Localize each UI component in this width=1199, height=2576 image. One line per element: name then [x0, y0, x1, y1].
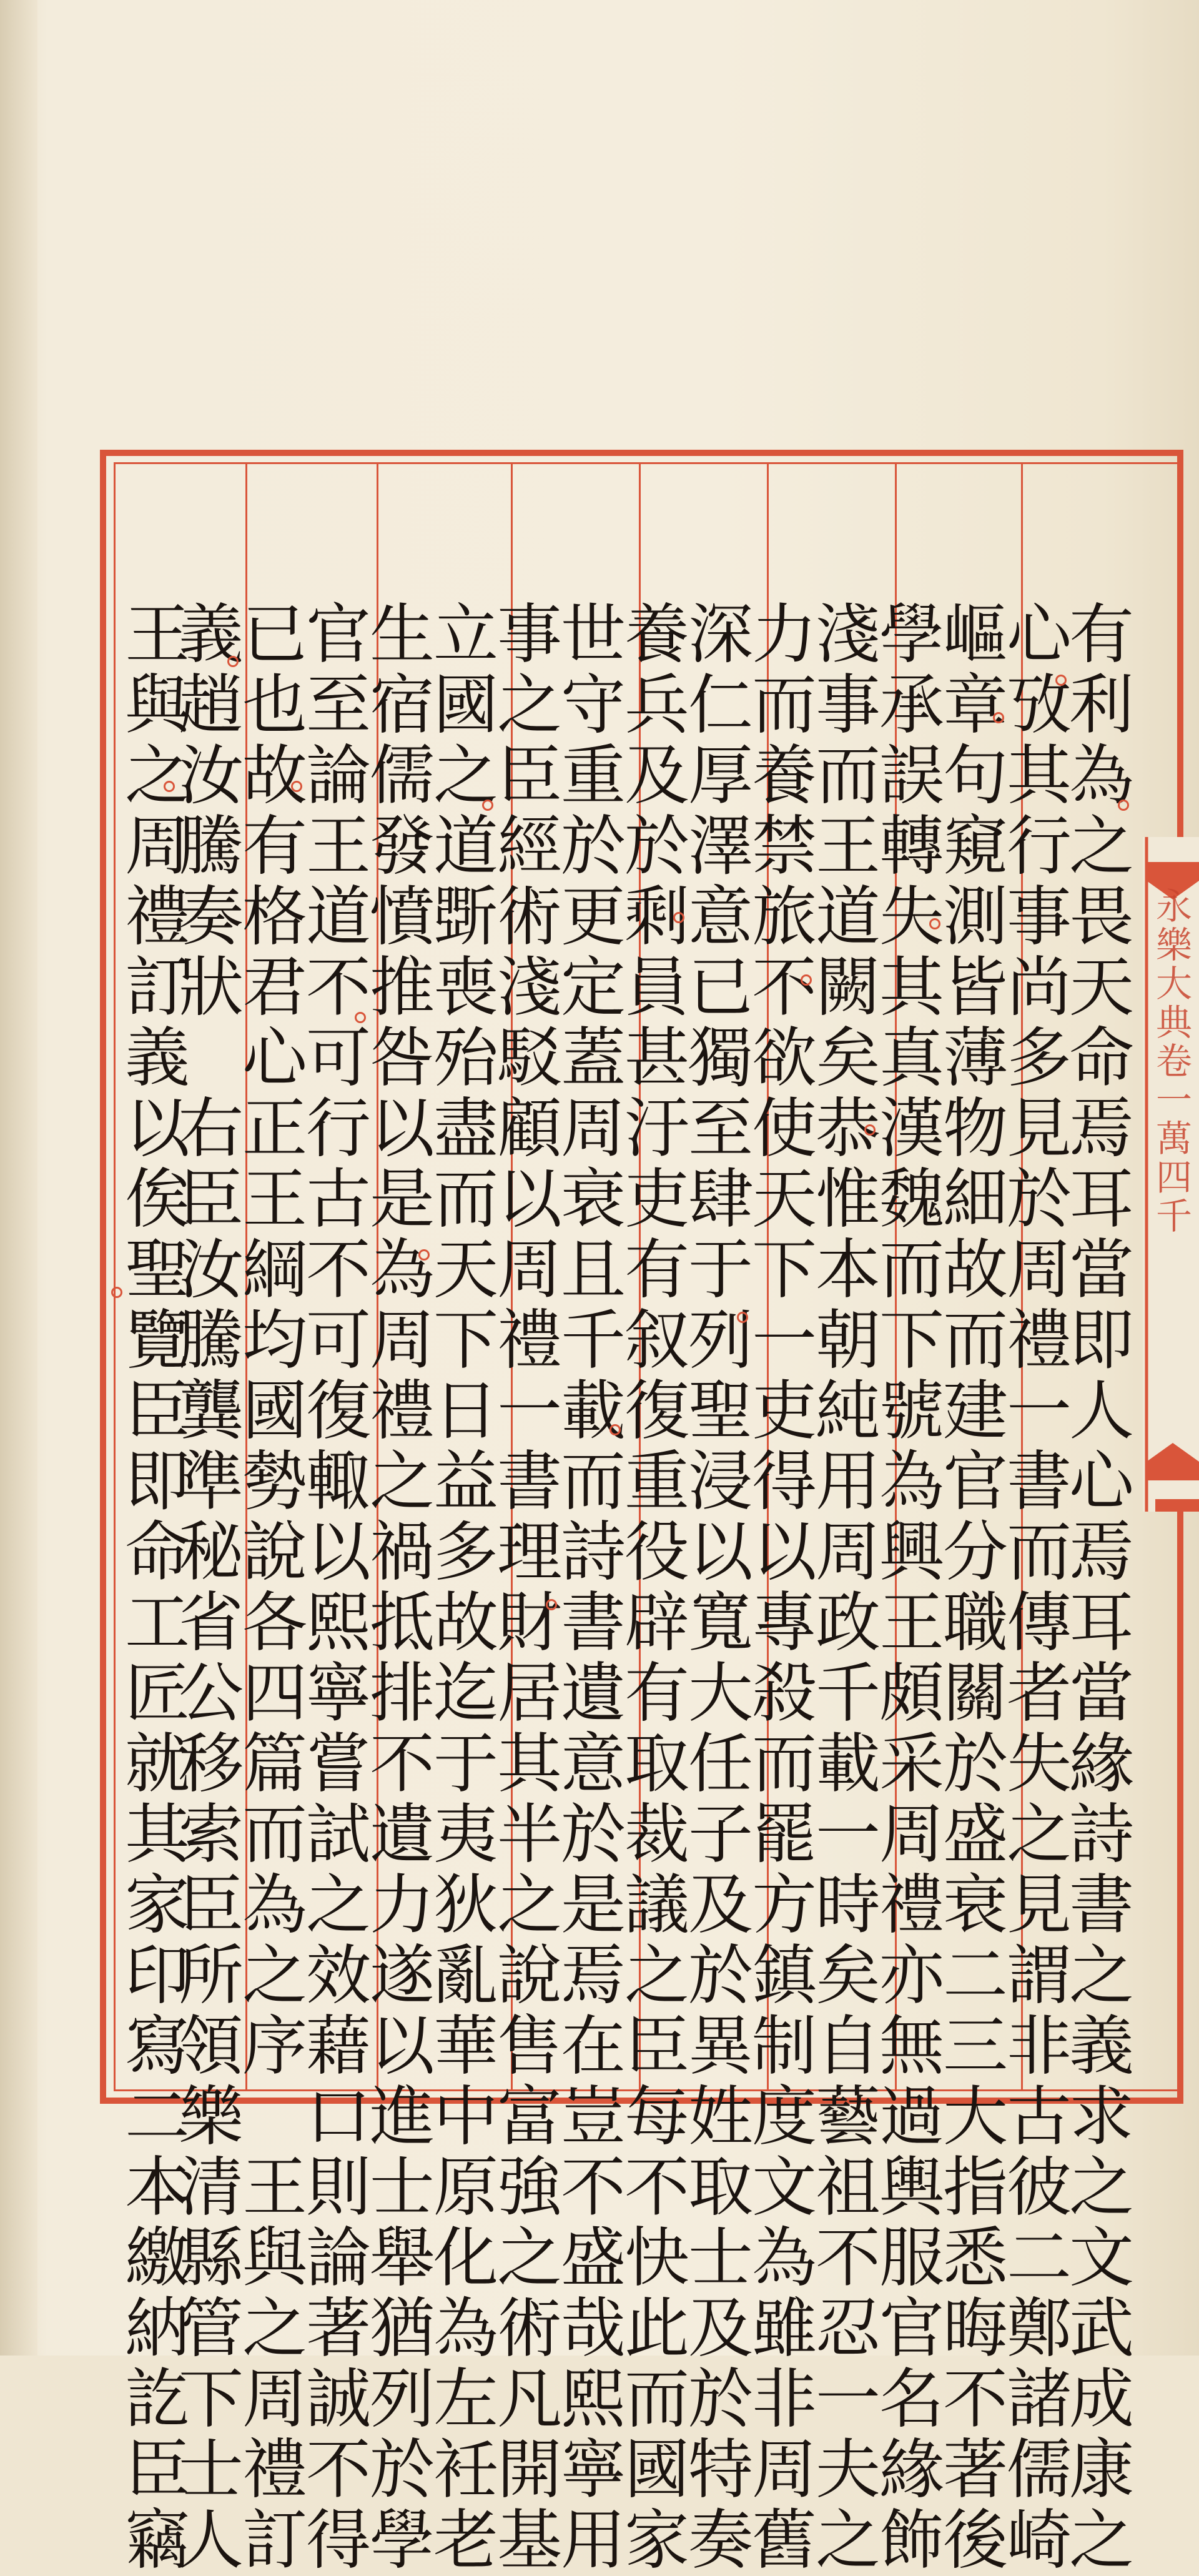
column-text: 生宿儒發憤推咎以是為周禮之禍抵排不遺力遂以進士舉猶列於學	[358, 600, 435, 2576]
book-spine-shadow	[0, 0, 37, 2356]
column-text: 立國之道斲喪殆盡而天下日益多故迄于夷狄亂華中原化為左衽老	[422, 600, 498, 2576]
punctuation-mark	[355, 1012, 366, 1023]
punctuation-mark	[482, 800, 493, 811]
column-text: 官至論王道不可行古不可復輙以熙寧嘗試之效藉口則論著誠不得	[295, 600, 371, 2576]
punctuation-mark	[993, 712, 1004, 723]
column-text: 世守重於更定蓋周衰且千載而詩書遺意於是焉在豈不盛哉熙寧用	[550, 600, 626, 2576]
column-text: 王與之周禮訂義以俟聖覽臣即命工匠就其家印寫二本繳納訖臣竊	[114, 600, 190, 2576]
punctuation-mark	[164, 781, 175, 792]
column-text: 養兵及於剩員甚汙吏有叙復重役辟有取裁議之臣每不快此而國家	[613, 600, 689, 2576]
punctuation-mark	[546, 1599, 557, 1610]
column-text: 學承誤轉失其真漢魏而下號為興王頗采周禮亦無過輿服官名緣飾	[868, 600, 944, 2576]
column-text: 事之臣經術淺駁顧以周禮一書理財居其半之說售富強之術凡開基	[486, 600, 562, 2576]
punctuation-mark	[929, 918, 940, 929]
column-text: 義趙汝騰奏狀 右臣汝騰龔準秘省公移索臣所領樂清縣管下士人	[167, 600, 244, 2576]
column-text: 嶇章句窺測皆薄物細故而建官分職關於盛衰二三大指悉晦不著後	[932, 600, 1008, 2576]
punctuation-mark	[673, 912, 684, 923]
punctuation-mark	[418, 1249, 430, 1261]
punctuation-mark	[801, 974, 812, 986]
column-text: 力而養禁旅不欲使天下一吏得以專殺而罷方鎮制度文為雖非周舊	[741, 600, 817, 2576]
column-text: 深仁厚澤意已獨至肆于列聖浸以寬大任子及於異姓取士及於特奏	[677, 600, 753, 2576]
column-text: 有利為之畏天命焉耳當即人心焉耳當緣詩書之義求之文武成康之	[1058, 600, 1134, 2576]
punctuation-mark	[1055, 675, 1067, 686]
column-text: 已也故有格君心正王綱均國勢說各四篇而為之序 王與之周禮訂	[231, 600, 307, 2576]
fishtail-title: 永樂大典卷一萬四千	[1150, 887, 1192, 1236]
column-text: 心攷其行事尚多見於周禮一書而傳者失之見謂非古彼二鄭諸儒崎	[995, 600, 1072, 2576]
punctuation-mark	[291, 781, 302, 792]
punctuation-mark	[1118, 800, 1129, 811]
punctuation-mark	[227, 656, 239, 667]
punctuation-mark	[111, 1287, 122, 1298]
text-column-16	[105, 600, 199, 2576]
column-text: 淺事而王道闕矣恭惟本朝純用周政千載一時矣自藝祖不忍一夫之	[804, 600, 881, 2576]
punctuation-mark	[737, 1312, 748, 1323]
punctuation-mark	[864, 1124, 876, 1136]
punctuation-mark	[609, 1424, 621, 1435]
